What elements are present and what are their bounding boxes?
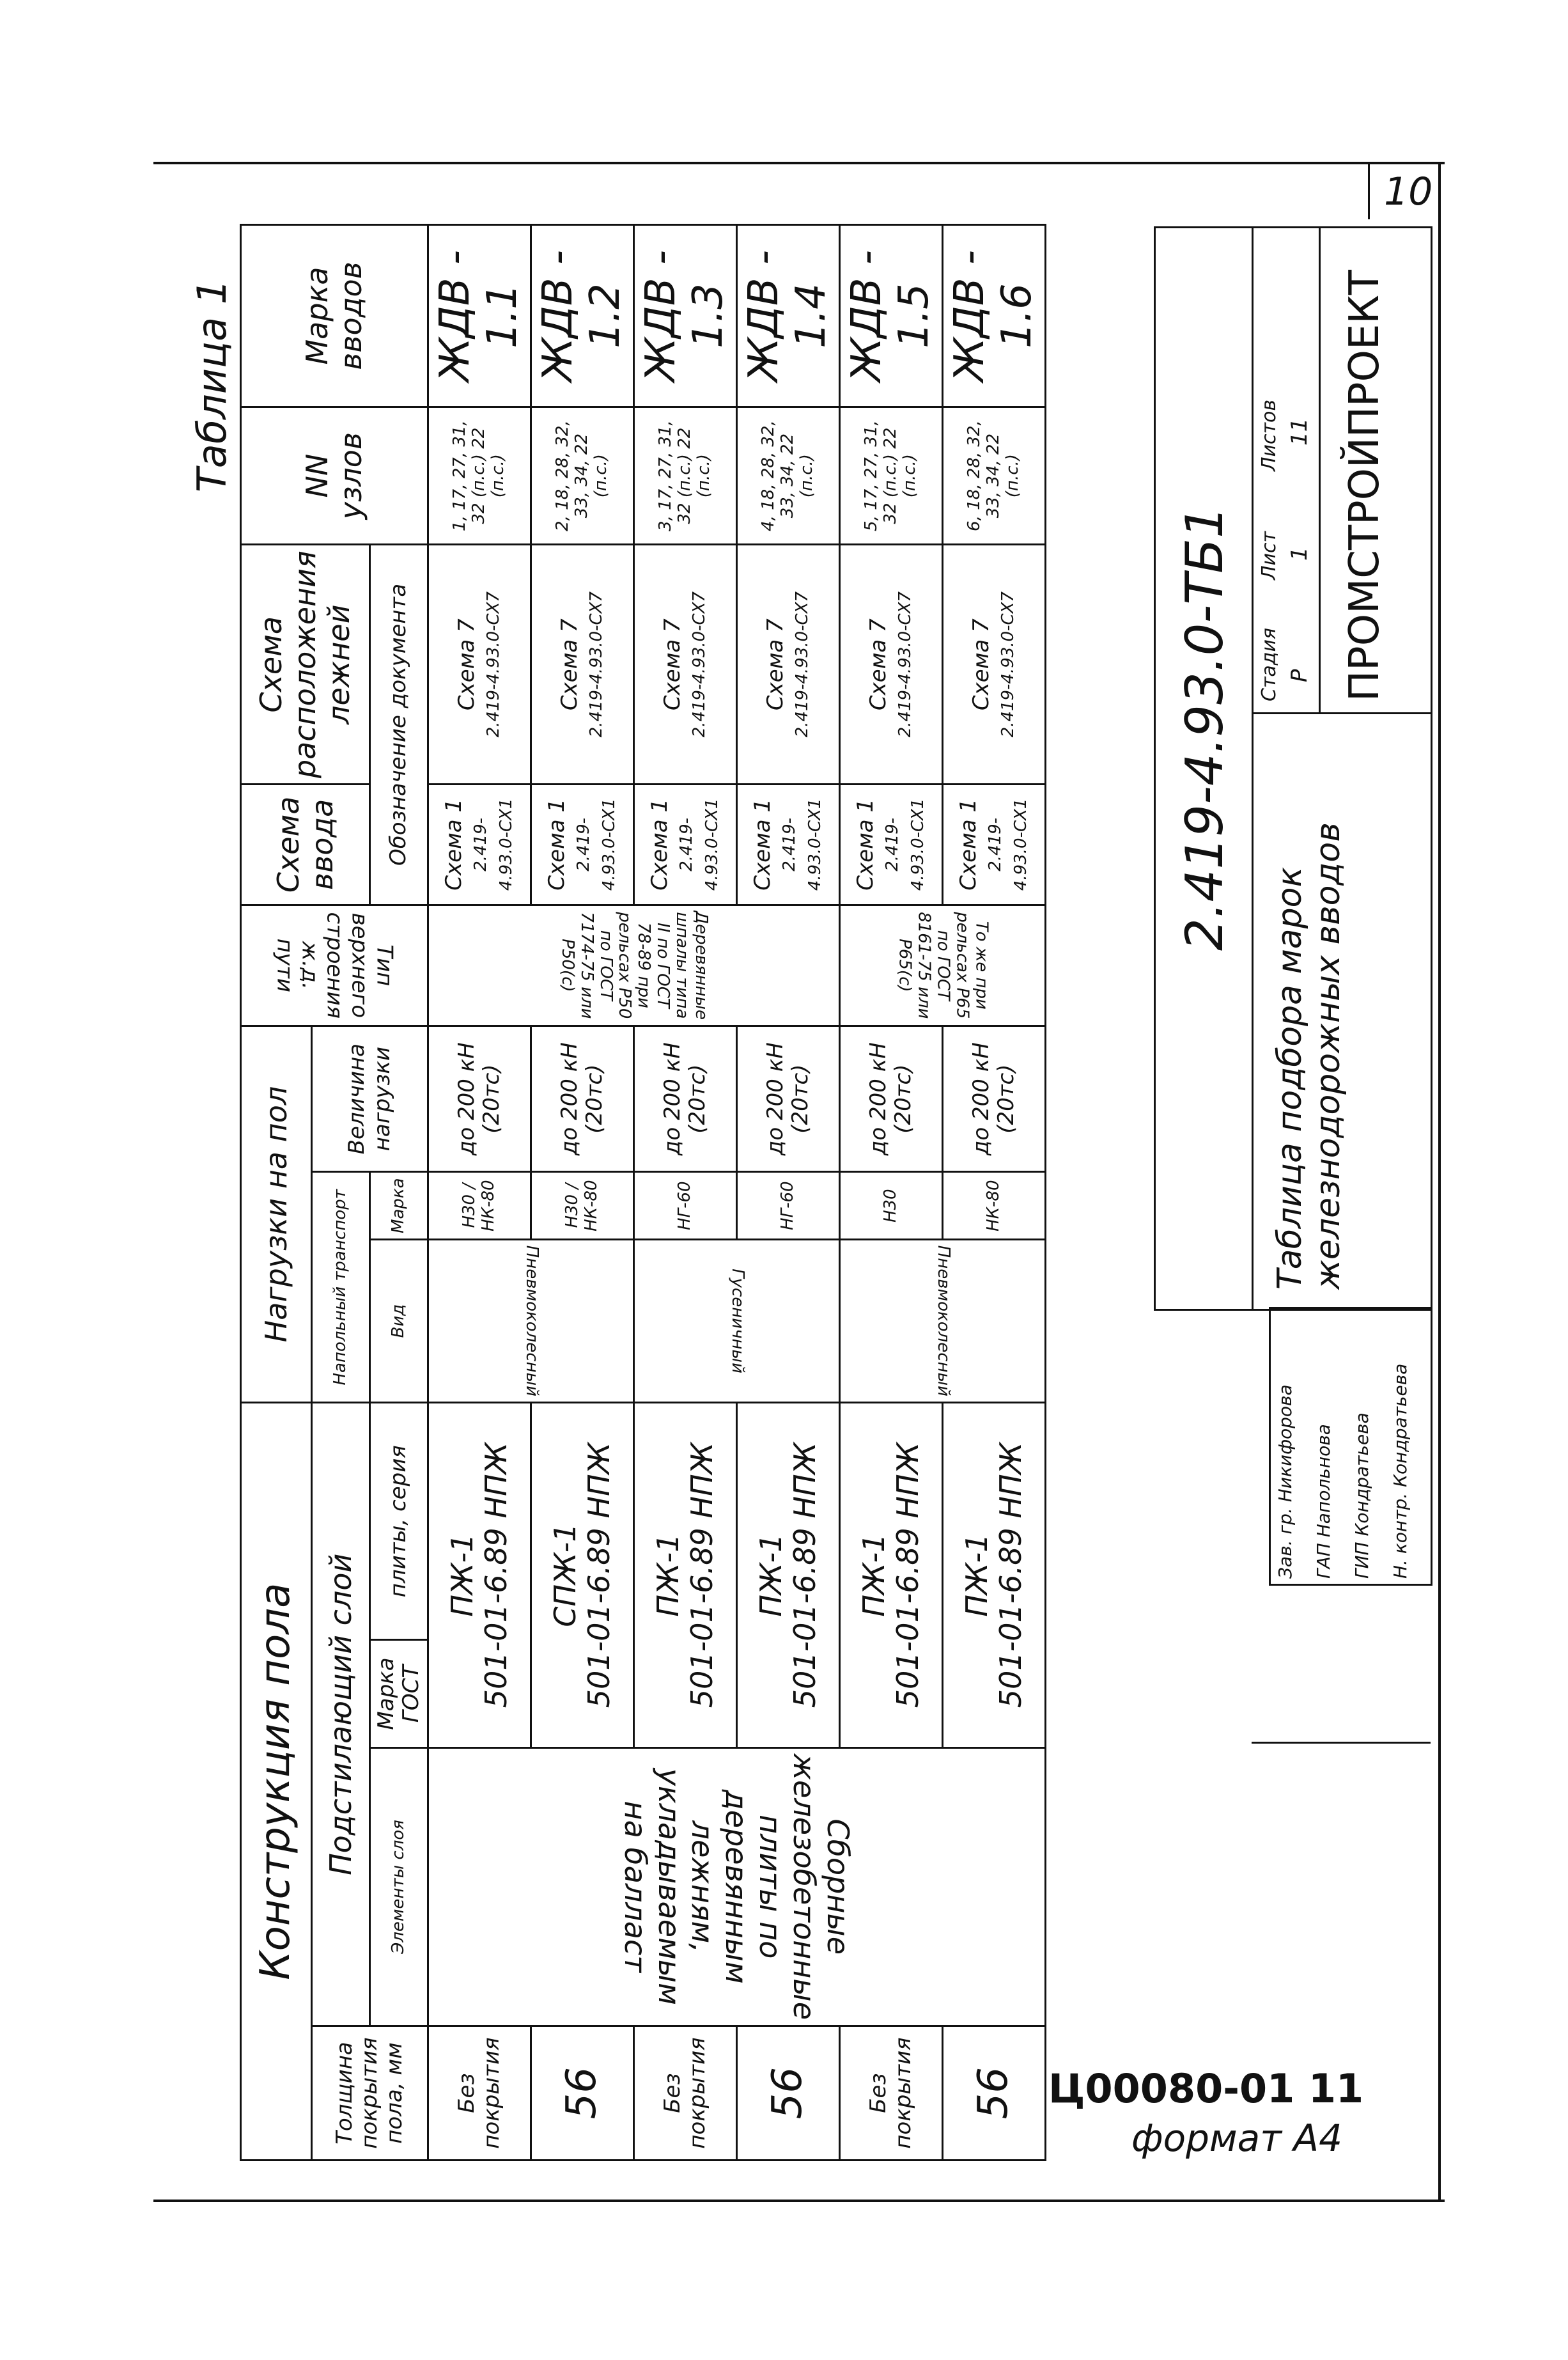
rail-merged-2: То же при рельсах Р65 по ГОСТ 8161-75 или Р65(с) xyxy=(840,905,1046,1026)
tb-vline-people xyxy=(1252,1742,1431,1744)
frame-top-line xyxy=(153,162,1445,164)
header-transport: Напольный транспорт xyxy=(312,1172,370,1403)
signatures-list: Зав. гр. Никифорова ГАП Напольнова ГИП Кондратьева Н. контр. Кондратьева xyxy=(1269,1307,1432,1586)
slab-cell: ПЖ-1 501-01-6.89 НПЖ xyxy=(428,1403,531,1747)
frame-right-line xyxy=(1438,162,1441,2201)
sheet-value: 1 xyxy=(1287,547,1312,561)
elements-merged: Сборные железобетонные плиты по деревянным лежням, укладываемым на балласт xyxy=(428,1747,1046,2026)
table-row: Без покрытия ПЖ-1 501-01-6.89 НПЖ Гусеничный НГ-60 до 200 кН (20тс) Схема 1 2.419-4.93.0-СХ1 Схема 7 2.419-4.93.0-СХ7 3, 17, 27, 31, 32 (п.с.) 22 (п.с.) ЖДВ - 1.3 xyxy=(634,225,737,2161)
stage-value: Р xyxy=(1287,669,1312,682)
rotated-table-sheet xyxy=(182,224,1435,2161)
tb-line-1 xyxy=(1252,228,1254,1309)
org-name: ПРОМСТРОЙПРОЕКТ xyxy=(1341,270,1388,701)
header-construction: Конструкция пола xyxy=(241,1403,312,2161)
page-number: 10 xyxy=(1384,169,1433,214)
header-elements: Элементы слоя xyxy=(370,1747,428,2026)
header-gost: Марка ГОСТ xyxy=(370,1640,428,1748)
format-label: формат А4 xyxy=(1131,2116,1342,2160)
header-load: Нагрузки на пол xyxy=(241,1026,312,1402)
doc-title: Таблица подбора марок железнодорожных вводов xyxy=(1271,822,1347,1290)
header-doc: Обозначение документа xyxy=(370,545,428,905)
header-scheme-beds: Схема расположения лежней xyxy=(241,545,370,785)
header-thickness: Толщина покрытия пола, мм xyxy=(312,2026,428,2161)
page-number-box-line xyxy=(1368,162,1370,219)
header-input-mark: Марка вводов xyxy=(241,225,428,407)
table-row: 56 ПЖ-1 501-01-6.89 НПЖ НК-80 до 200 кН (20тс) Схема 1 2.419-4.93.0-СХ1 Схема 7 2.419-4.93.0-СХ7 6, 18, 28, 32, 33, 34, 22 (п.с.) ЖДВ - 1.6 xyxy=(943,225,1046,2161)
header-nodes: NN узлов xyxy=(241,407,428,544)
table-row: 56 ПЖ-1 501-01-6.89 НПЖ НГ-60 до 200 кН (20тс) Схема 1 2.419-4.93.0-СХ1 Схема 7 2.419-4.93.0-СХ7 4, 18, 28, 32, 33, 34, 22 (п.с.) ЖДВ - 1.4 xyxy=(737,225,840,2161)
transport-merged-3: Пневмоколесный xyxy=(840,1239,1046,1402)
frame-bottom-line xyxy=(153,2200,1445,2202)
table-row: Без покрытия Сборные железобетонные плиты по деревянным лежням, укладываемым на балласт ПЖ-1 501-01-6.89 НПЖ Пневмоколесный Н30 / НК-80 до 200 кН (20тс) Деревянные шпалы типа II по ГОСТ 78-89 при рельсах Р50 по ГОСТ 7174-75 или Р50(с) Схема 1 2.419-4.93.0-СХ1 Схема 7 2.419-4.93.0-СХ7 1, 17, 27, 31, 32 (п.с.) 22 (п.с.) ЖДВ - 1.1 xyxy=(428,225,531,2161)
header-underlayer: Подстилающий слой xyxy=(312,1403,370,2026)
sheets-value: 11 xyxy=(1287,418,1312,446)
header-kind: Вид xyxy=(370,1239,428,1402)
rail-merged-1: Деревянные шпалы типа II по ГОСТ 78-89 при рельсах Р50 по ГОСТ 7174-75 или Р50(с) xyxy=(428,905,840,1026)
tb-line-2 xyxy=(1319,228,1321,714)
stage-header: Стадия xyxy=(1258,627,1280,701)
selection-table xyxy=(240,224,1046,2161)
bottom-code: Ц00080-01 11 xyxy=(1048,2065,1364,2112)
table-row: Без покрытия ПЖ-1 501-01-6.89 НПЖ Пневмоколесный Н30 до 200 кН (20тс) То же при рельсах Р65 по ГОСТ 8161-75 или Р65(с) Схема 1 2.419-4.93.0-СХ1 Схема 7 2.419-4.93.0-СХ7 5, 17, 27, 31, 32 (п.с.) 22 (п.с.) ЖДВ - 1.5 xyxy=(840,225,943,2161)
table-label: Таблица 1 xyxy=(189,279,235,492)
title-block xyxy=(1154,226,1432,1311)
tb-vline-1 xyxy=(1252,712,1431,714)
header-scheme-input: Схема ввода xyxy=(241,785,370,905)
header-slab-series: плиты, серия xyxy=(370,1403,428,1640)
doc-code: 2.419-4.93.0-ТБ1 xyxy=(1175,506,1234,951)
sheets-header: Листов xyxy=(1258,399,1280,471)
sheet-header: Лист xyxy=(1258,531,1280,580)
transport-merged-1: Пневмоколесный xyxy=(428,1239,634,1402)
header-mark: Марка xyxy=(370,1172,428,1240)
transport-merged-2: Гусеничный xyxy=(634,1239,840,1402)
header-rail-type: Тип верхнего строения ж.д. пути xyxy=(241,905,428,1026)
table-row: 56 СПЖ-1 501-01-6.89 НПЖ Н30 / НК-80 до 200 кН (20тс) Схема 1 2.419-4.93.0-СХ1 Схема 7 2.419-4.93.0-СХ7 2, 18, 28, 32, 33, 34, 22 (п.с.) ЖДВ - 1.2 xyxy=(531,225,634,2161)
header-value: Величина нагрузки xyxy=(312,1026,428,1172)
